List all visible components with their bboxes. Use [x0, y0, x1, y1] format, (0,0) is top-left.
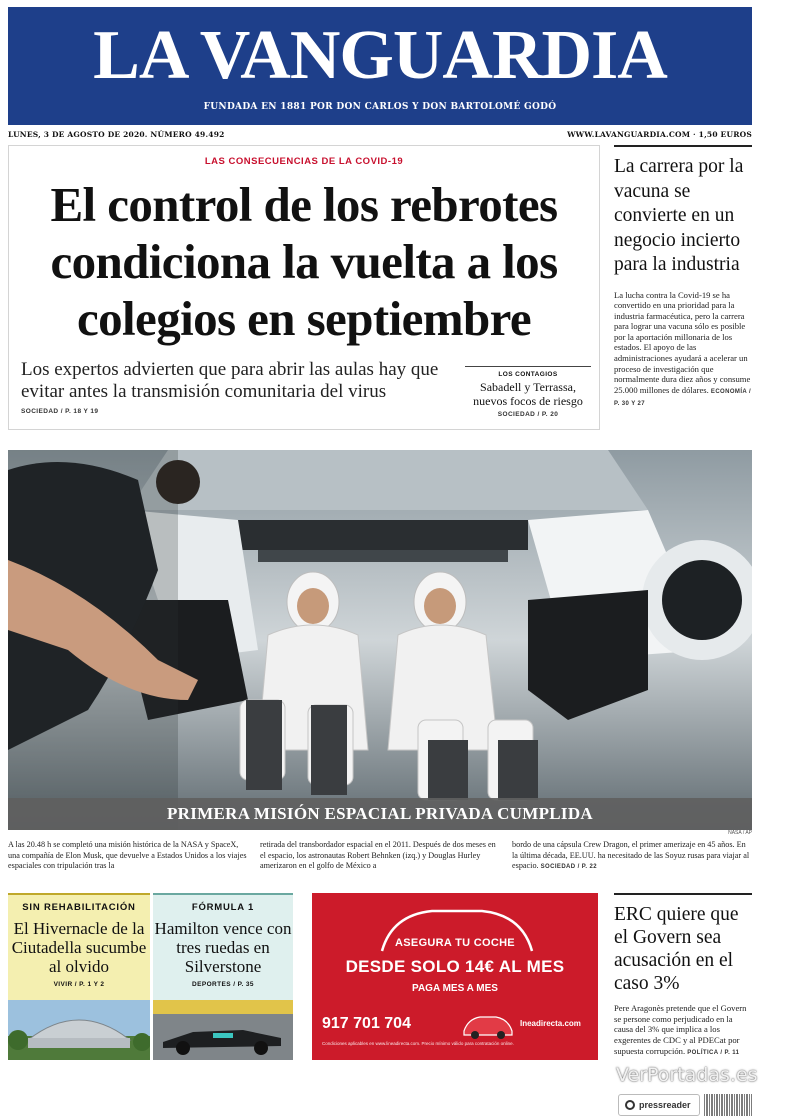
dateline [8, 128, 752, 142]
pressreader-label: pressreader [639, 1100, 691, 1110]
promo-hamilton-kicker: FÓRMULA 1 [191, 902, 255, 913]
erc-story[interactable] [614, 893, 752, 1063]
photo-story-section: SOCIEDAD / P. 22 [540, 864, 597, 871]
ad-brand[interactable]: Ineadirecta.com [520, 1019, 581, 1028]
barcode [704, 1094, 752, 1116]
red-car-icon [460, 1011, 516, 1039]
lead-subhead: Los expertos advierten que para abrir las aulas hay que evitar antes la transmisión comunitaria del virus [21, 359, 439, 402]
promo-hivernacle-headline[interactable]: El Hivernacle de la Ciutadella sucumbe al olvido [11, 919, 147, 976]
vaccine-body [614, 290, 752, 411]
formula1-image [153, 1000, 293, 1060]
lead-kicker: LAS CONSECUENCIAS DE LA COVID-19 [204, 156, 404, 167]
photo-story [8, 840, 752, 880]
hivernacle-image [8, 1000, 150, 1060]
promo-hivernacle-kicker: SIN REHABILITACIÓN [22, 902, 136, 913]
promo-hamilton[interactable] [153, 893, 293, 1060]
masthead [8, 7, 752, 125]
contagios-section: SOCIEDAD / P. 20 [497, 411, 559, 418]
photo-story-col-3 [512, 840, 752, 873]
contagios-label: LOS CONTAGIOS [498, 371, 558, 378]
vaccine-body-text: La lucha contra la Covid-19 se ha convertido en una prioridad para la industria farmacéutica, pero la carrera para lograr una vacuna sólo es posible por la aportación millonaria de los estados. El apoyo de las administraciones ayudará a acelerar un proceso de investigación que normalmente dura diez años y consume 25.000 millones de dólares. [614, 289, 751, 395]
ad-line-2: DESDE SOLO 14€ AL MES [345, 957, 565, 976]
ad-line-3: PAGA MES A MES [412, 983, 498, 994]
founded-line: FUNDADA EN 1881 POR DON CARLOS Y DON BARTOLOMÉ GODÓ [203, 102, 557, 112]
photo-story-col-3-text: bordo de una cápsula Crew Dragon, el primer amerizaje en 45 años. En la última década, EE.UU. ha necesitado de las Soyuz rusas para viajar al espacio. [512, 840, 750, 871]
vaccine-story[interactable] [614, 145, 752, 435]
vaccine-headline[interactable]: La carrera por la vacuna se convierte en un negocio incierto para la industria [614, 156, 744, 275]
main-photo[interactable] [8, 450, 752, 830]
erc-section: POLÍTICA / P. 11 [687, 1049, 740, 1056]
photo-story-col-1: A las 20.48 h se completó una misión histórica de la NASA y SpaceX, una compañía de Elon Musk, que devuelve a Estados Unidos a los viajes espaciales con tripulación tras la [8, 840, 247, 871]
photo-story-col-2: retirada del transbordador espacial en el 2011. Después de dos meses en el espacio, los astronautas Robert Behnken (izq.) y Douglas Hurley amerizaron en el golfo de México a [260, 840, 496, 871]
lead-section: SOCIEDAD / P. 18 Y 19 [21, 408, 99, 415]
contagios-text: Sabadell y Terrassa, nuevos focos de riesgo [473, 380, 583, 408]
car-insurance-ad[interactable] [312, 893, 598, 1060]
issue-date: LUNES, 3 DE AGOSTO DE 2020. NÚMERO 49.492 [8, 130, 225, 139]
erc-body-text: Pere Aragonès pretende que el Govern se persone como perjudicado en la causa del 3% que implica a los exgerentes de CDC y al PDECat por supuesta corrupción. [614, 1003, 747, 1056]
photo-caption: PRIMERA MISIÓN ESPACIAL PRIVADA CUMPLIDA [8, 798, 752, 830]
contagios-sidebar[interactable] [465, 366, 591, 418]
watermark: VerPortadas.es [616, 1064, 758, 1086]
vaccine-section: ECONOMÍA / P. 30 Y 27 [614, 388, 752, 408]
ad-phone[interactable]: 917 701 704 [322, 1015, 411, 1032]
astronauts-illustration [8, 450, 752, 830]
promo-hamilton-headline[interactable]: Hamilton vence con tres ruedas en Silverstone [154, 919, 292, 976]
promo-hivernacle-section: VIVIR / P. 1 Y 2 [53, 981, 105, 988]
lead-story[interactable] [8, 145, 600, 430]
ad-fineprint: Condiciones aplicables en www.lineadirecta.com. Precio mínimo válido para contratación online. [322, 1041, 514, 1046]
promo-hivernacle[interactable] [8, 893, 150, 1060]
erc-headline[interactable]: ERC quiere que el Govern sea acusación en el caso 3% [614, 904, 739, 994]
pressreader-icon [625, 1100, 635, 1110]
newspaper-logo: LA VANGUARDIA [93, 17, 667, 94]
lead-headline[interactable]: El control de los rebrotes condiciona la vuelta a los colegios en septiembre [50, 177, 558, 346]
website-price: WWW.LAVANGUARDIA.COM · 1,50 EUROS [567, 130, 752, 139]
promo-hamilton-section: DEPORTES / P. 35 [192, 981, 254, 988]
erc-body [614, 1003, 752, 1059]
pressreader-badge[interactable] [618, 1094, 700, 1116]
ad-line-1: ASEGURA TU COCHE [395, 937, 515, 949]
photo-credit: NASA / AP [728, 830, 752, 836]
